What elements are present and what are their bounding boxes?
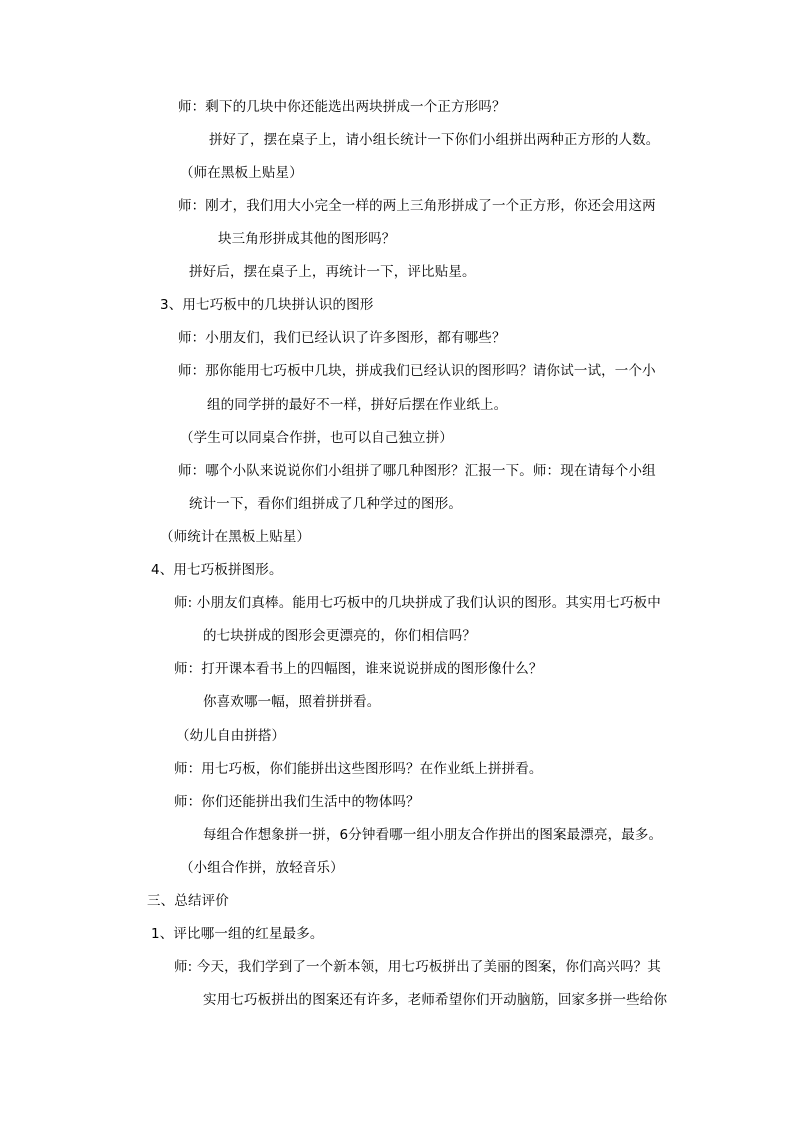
text-line: 你喜欢哪一幅，照着拼拼看。	[203, 694, 381, 710]
text-line: （小组合作拼，放轻音乐）	[180, 860, 344, 876]
text-line: 拼好了，摆在桌子上，请小组长统计一下你们小组拼出两种正方形的人数。	[209, 132, 660, 148]
text-line: 师: 小朋友们真棒。能用七巧板中的几块拼成了我们认识的图形。其实用七巧板中	[174, 595, 661, 611]
text-line: 统计一下，看你们组拼成了几种学过的图形。	[189, 496, 462, 512]
text-line: 实用七巧板拼出的图案还有许多，老师希望你们开动脑筋，回家多拼一些给你	[203, 992, 668, 1008]
text-line: 每组合作想象拼一拼，6分钟看哪一组小朋友合作拼出的图案最漂亮，最多。	[203, 827, 663, 843]
text-line: 师：打开课本看书上的四幅图，谁来说说拼成的图形像什么？	[174, 661, 543, 677]
text-line: 师: 今天，我们学到了一个新本领，用七巧板拼出了美丽的图案，你们高兴吗？其	[174, 959, 661, 975]
section-heading: 4、用七巧板拼图形。	[151, 562, 283, 578]
text-line: 的七块拼成的图形会更漂亮的，你们相信吗？	[203, 628, 476, 644]
text-line: 拼好后，摆在桌子上，再统计一下，评比贴星。	[189, 264, 476, 280]
text-line: （师在黑板上贴星）	[180, 165, 303, 181]
text-line: 师：那你能用七巧板中几块，拼成我们已经认识的图形吗？请你试一试，一个小	[178, 363, 656, 379]
text-line: 师：小朋友们，我们已经认识了许多图形，都有哪些？	[178, 330, 506, 346]
section-heading: 1、评比哪一组的红星最多。	[151, 926, 324, 942]
text-line: 师：用七巧板，你们能拼出这些图形吗？在作业纸上拼拼看。	[174, 761, 543, 777]
section-heading: 3、用七巧板中的几块拼认识的图形	[160, 297, 374, 313]
text-line: 师：刚才，我们用大小完全一样的两上三角形拼成了一个正方形，你还会用这两	[178, 198, 656, 214]
section-heading: 三、总结评价	[147, 893, 229, 909]
text-line: 块三角形拼成其他的图形吗？	[218, 231, 396, 247]
text-line: 组的同学拼的最好不一样，拼好后摆在作业纸上。	[207, 397, 508, 413]
text-line: （学生可以同桌合作拼，也可以自己独立拼）	[180, 430, 453, 446]
text-line: （师统计在黑板上贴星）	[160, 529, 311, 545]
text-line: （幼儿自由拼搭）	[176, 728, 286, 744]
text-line: 师：剩下的几块中你还能选出两块拼成一个正方形吗？	[178, 99, 506, 115]
text-line: 师：你们还能拼出我们生活中的物体吗？	[174, 794, 420, 810]
text-line: 师：哪个小队来说说你们小组拼了哪几种图形？汇报一下。师：现在请每个小组	[178, 463, 656, 479]
